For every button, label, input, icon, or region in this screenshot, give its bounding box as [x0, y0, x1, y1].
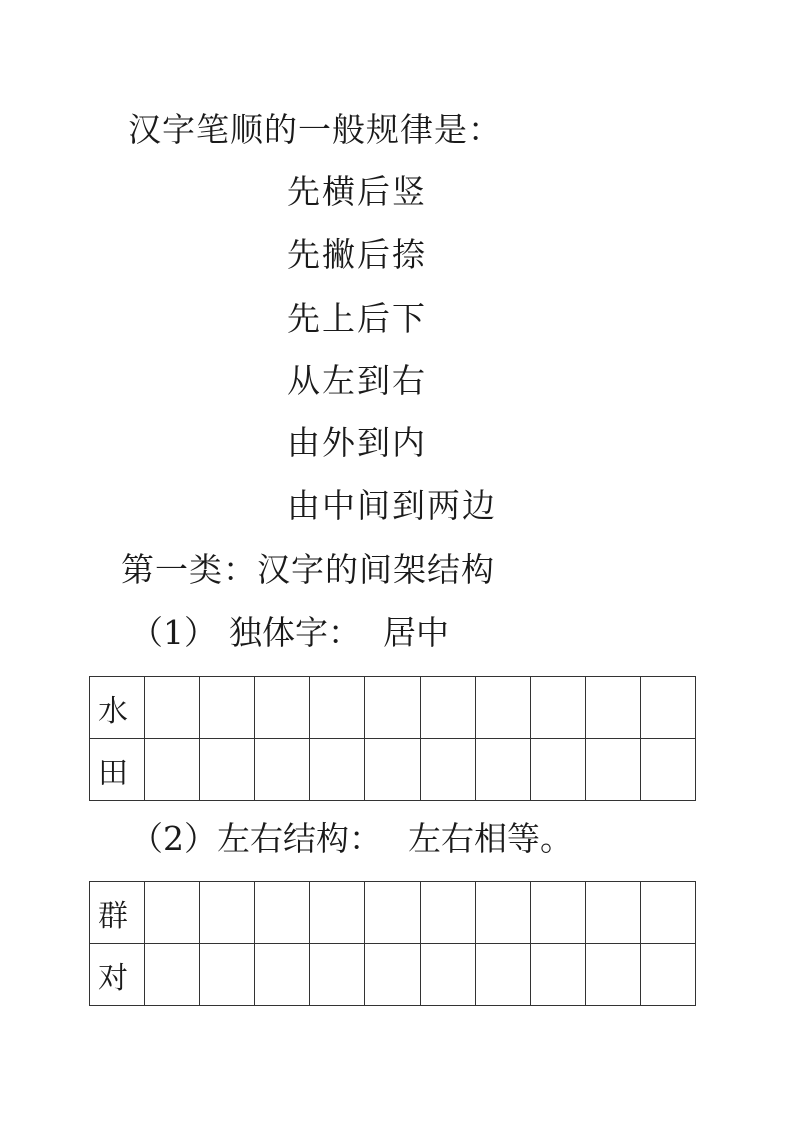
grid-cell — [640, 882, 695, 944]
subsection-1-heading — [130, 613, 449, 652]
rule-item: 先上后下 — [287, 299, 427, 338]
subsection-note: 居中 — [383, 613, 449, 652]
grid-cell — [585, 739, 640, 801]
rule-item: 由中间到两边 — [287, 486, 497, 525]
grid-cell-character: 群 — [90, 882, 145, 944]
section-heading: 第一类：汉字的间架结构 — [121, 550, 495, 589]
grid-cell — [530, 882, 585, 944]
grid-cell-character: 水 — [90, 677, 145, 739]
grid-cell — [365, 739, 420, 801]
subsection-note: 左右相等。 — [408, 819, 573, 858]
grid-cell — [145, 677, 200, 739]
grid-cell — [420, 677, 475, 739]
grid-cell — [365, 677, 420, 739]
grid-cell — [145, 944, 200, 1006]
grid-cell-character: 对 — [90, 944, 145, 1006]
grid-cell — [475, 677, 530, 739]
subsection-label: 独体字： — [229, 613, 361, 652]
grid-cell — [255, 882, 310, 944]
subsection-label: 左右结构： — [217, 819, 382, 858]
grid-cell — [145, 882, 200, 944]
grid-cell — [585, 882, 640, 944]
grid-cell — [310, 882, 365, 944]
grid-cell — [310, 944, 365, 1006]
grid-cell — [640, 677, 695, 739]
grid-row — [90, 677, 696, 739]
practice-grid-1 — [89, 676, 696, 801]
rule-item: 先横后竖 — [287, 172, 427, 211]
grid-cell — [475, 739, 530, 801]
grid-cell — [145, 739, 200, 801]
grid-cell — [365, 944, 420, 1006]
grid-cell — [640, 944, 695, 1006]
grid-cell — [200, 882, 255, 944]
grid-cell — [640, 739, 695, 801]
grid-cell — [310, 739, 365, 801]
grid-cell — [475, 944, 530, 1006]
grid-cell — [585, 944, 640, 1006]
rule-item: 由外到内 — [287, 423, 427, 462]
subsection-2-heading — [130, 819, 573, 858]
grid-cell — [255, 944, 310, 1006]
subsection-number: （2） — [130, 819, 217, 858]
grid-cell — [200, 677, 255, 739]
grid-cell — [475, 882, 530, 944]
practice-grid-2 — [89, 881, 696, 1006]
subsection-number: （1） — [130, 613, 217, 652]
grid-cell — [310, 677, 365, 739]
rule-item: 从左到右 — [287, 361, 427, 400]
grid-cell — [255, 677, 310, 739]
grid-row — [90, 882, 696, 944]
grid-row — [90, 739, 696, 801]
grid-cell — [420, 944, 475, 1006]
grid-cell — [420, 882, 475, 944]
grid-cell — [585, 677, 640, 739]
grid-cell — [255, 739, 310, 801]
grid-cell — [530, 739, 585, 801]
grid-cell — [530, 944, 585, 1006]
grid-row — [90, 944, 696, 1006]
grid-cell-character: 田 — [90, 739, 145, 801]
rule-item: 先撇后捺 — [287, 235, 427, 274]
grid-cell — [530, 677, 585, 739]
grid-cell — [200, 944, 255, 1006]
rule-title: 汉字笔顺的一般规律是： — [128, 110, 502, 149]
grid-cell — [420, 739, 475, 801]
grid-cell — [365, 882, 420, 944]
grid-cell — [200, 739, 255, 801]
